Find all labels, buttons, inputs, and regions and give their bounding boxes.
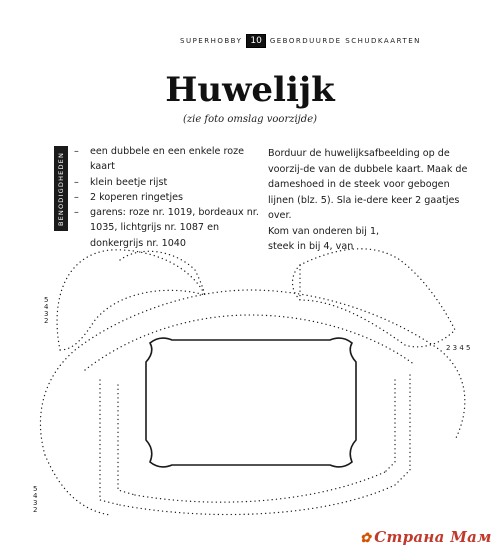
bottom-line-1 <box>120 485 395 515</box>
inner-frame-right <box>395 375 410 485</box>
materials-item: – 2 koperen ringetjes <box>74 190 264 205</box>
page-number: 10 <box>246 34 265 48</box>
marker-left-top: 5 4 3 2 <box>44 296 49 325</box>
materials-item: – garens: roze nr. 1019, bordeaux nr. 1035, lichtgrijs nr. 1087 en donkergrijs nr. 1040 <box>74 205 264 251</box>
inner-frame-left <box>100 380 120 505</box>
hat-brim-outline <box>57 250 205 350</box>
section-name: GEBORDUURDE SCHUDKAARTEN <box>269 37 421 45</box>
page-subtitle: (zie foto omslag voorzijde) <box>182 114 318 125</box>
watermark-text: Страна Мам <box>374 528 492 546</box>
left-edge-line <box>45 455 110 515</box>
instructions-paragraph: Borduur de huwelijksafbeelding op de voorzij-de van de dubbele kaart. Maak de dameshoed in de steek voor gebogen lijnen (blz. 5). Sla ie-dere keer 2 gaatjes over. <box>268 148 468 221</box>
hat-crown-outline <box>120 251 205 295</box>
marker-right: 2 3 4 5 <box>446 344 471 352</box>
top-hat-brim <box>293 265 301 300</box>
top-hat-outline <box>300 249 455 347</box>
bottom-line-2 <box>135 472 385 502</box>
flower-icon: ✿ <box>360 531 372 546</box>
inner-frame-right-2 <box>385 380 395 472</box>
inner-frame-left-2 <box>118 385 135 495</box>
materials-label: BENODIGDHEDEN <box>57 151 65 226</box>
watermark <box>360 528 492 546</box>
marker-bottom-left: 5 4 3 2 <box>33 485 38 514</box>
roof-inner-outline <box>85 315 415 370</box>
instructions-line: steek in bij 4, van <box>268 241 354 252</box>
materials-item: – een dubbele en een enkele roze kaart <box>74 144 264 175</box>
label-frame <box>146 338 356 467</box>
page-title: Huwelijk <box>165 70 335 110</box>
magazine-name: SUPERHOBBY <box>180 37 243 45</box>
outer-frame-outline <box>40 290 464 455</box>
materials-item: – klein beetje rijst <box>74 175 264 190</box>
instructions-line: Kom van onderen bij 1, <box>268 225 380 237</box>
